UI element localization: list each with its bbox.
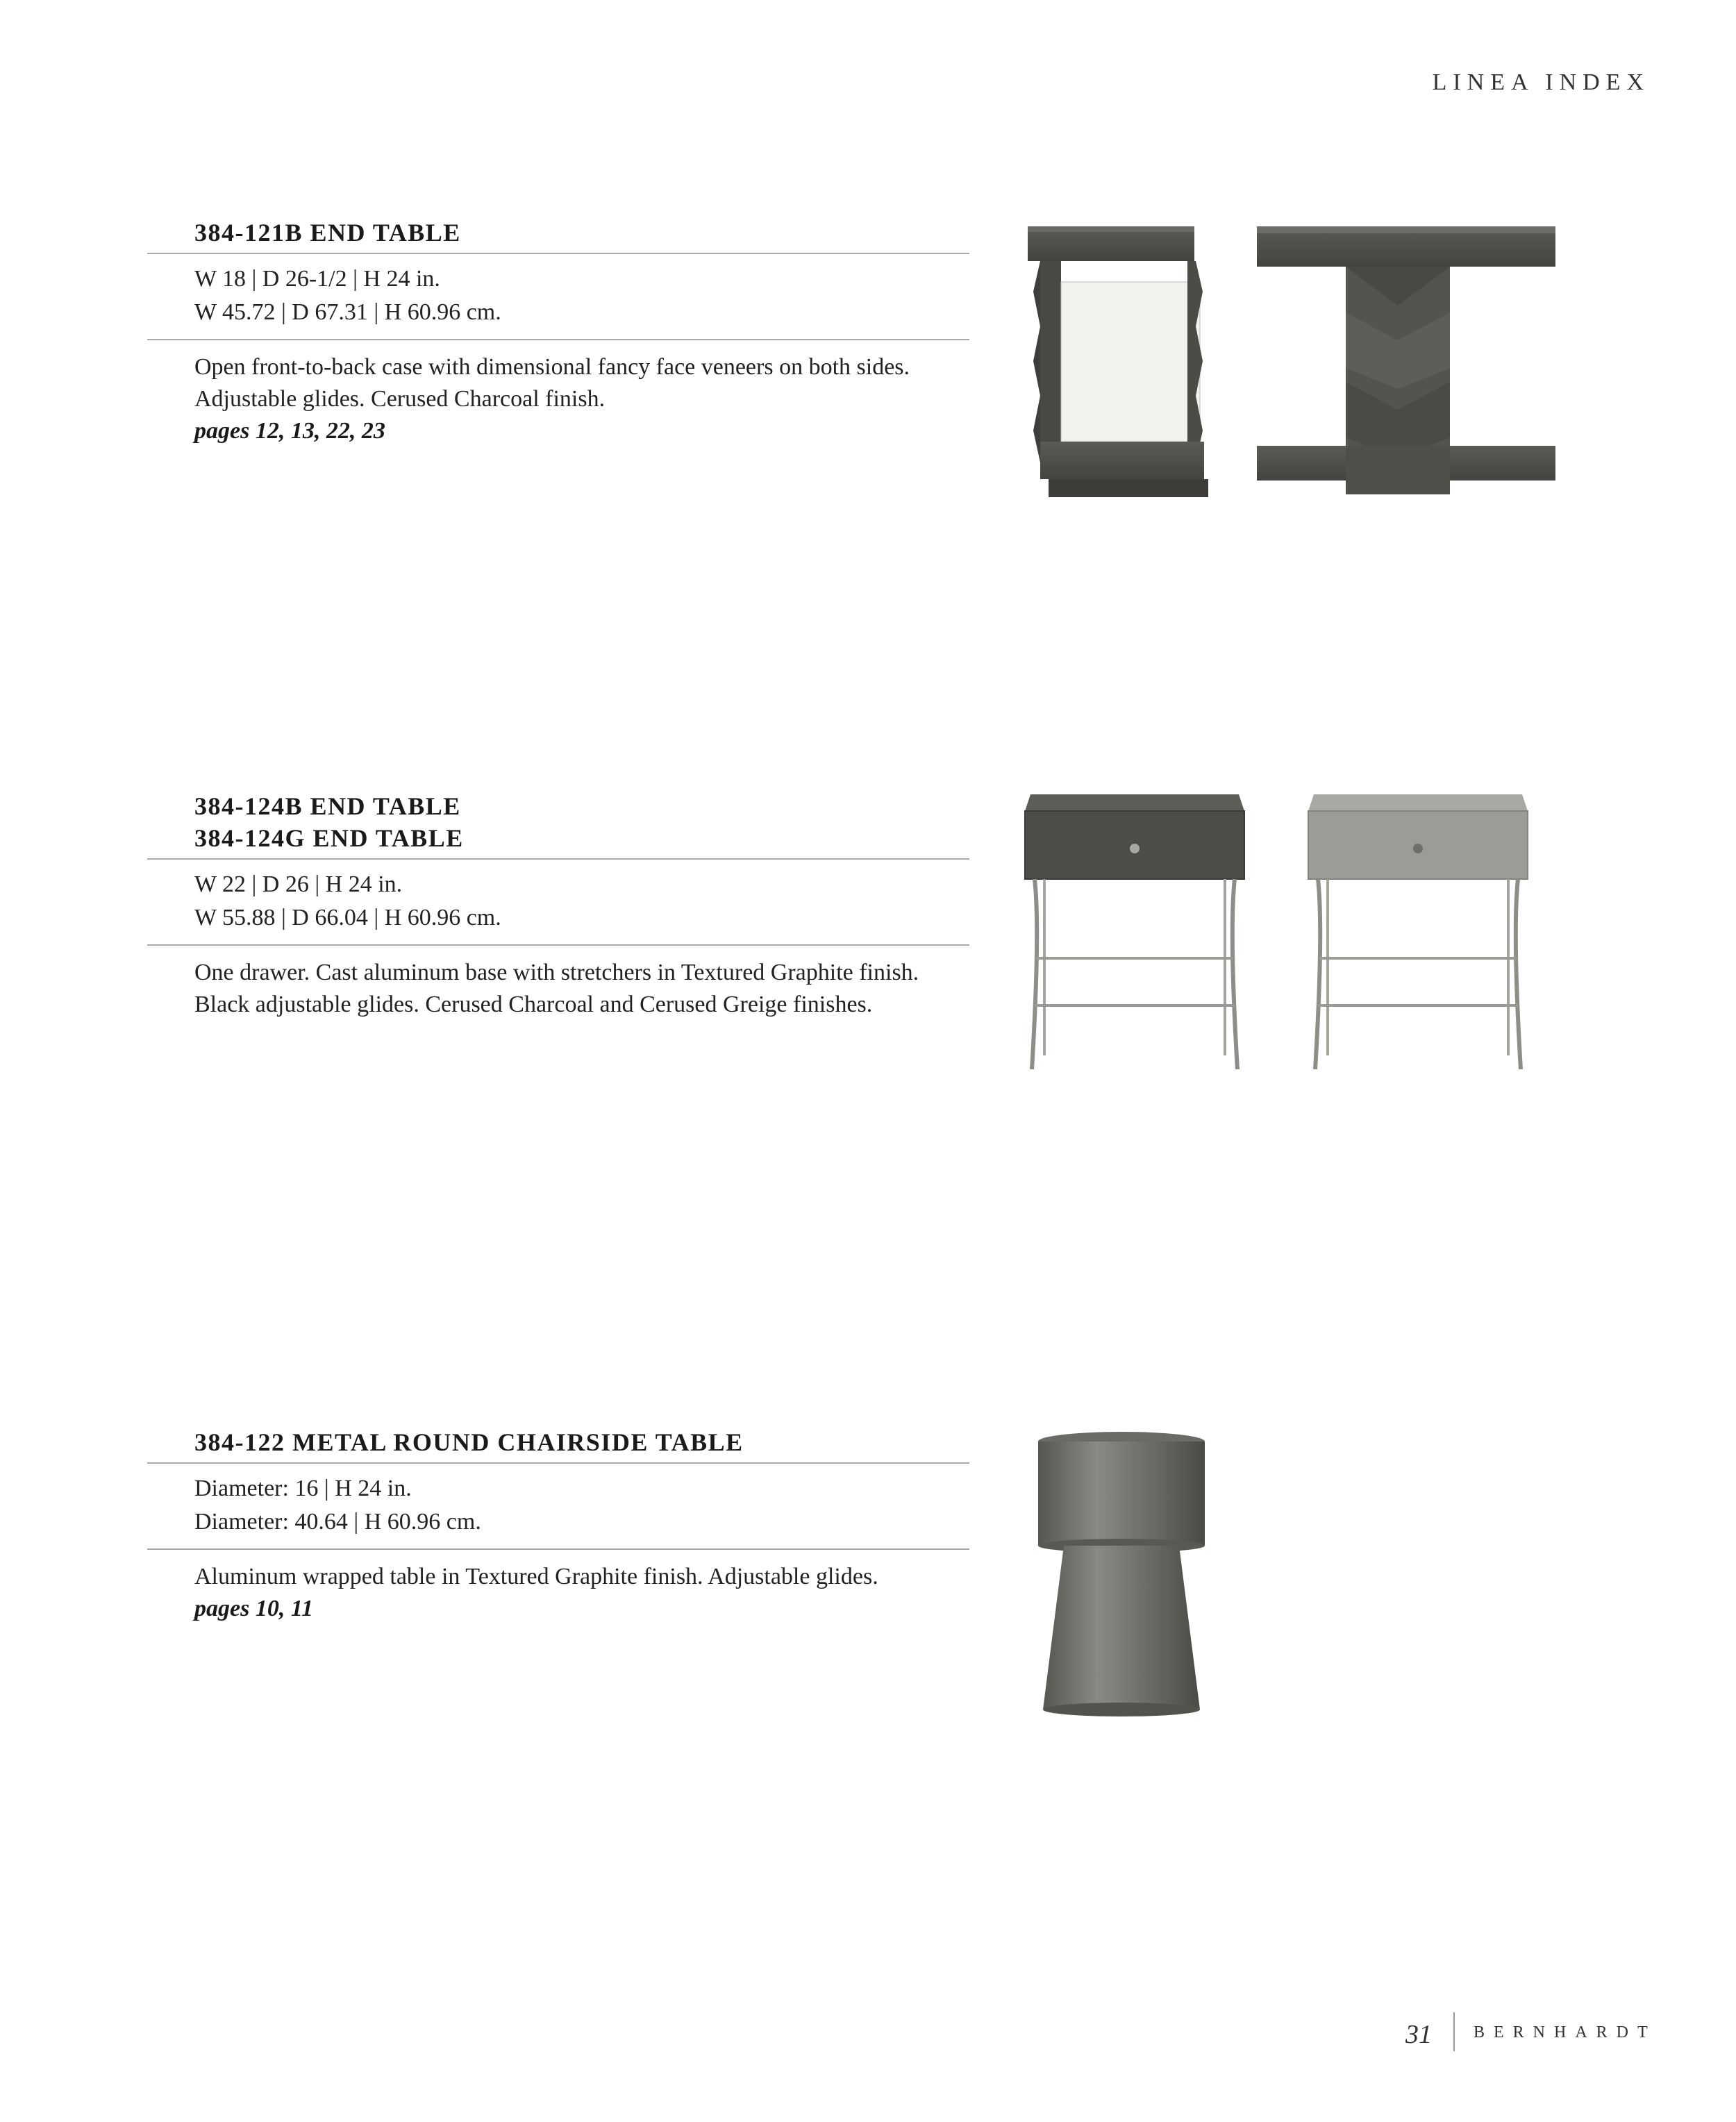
product-titles [147,1426,969,1462]
product-title: 384-124G END TABLE [194,824,464,852]
product-384-124 [147,790,969,1021]
product-title: 384-122 METAL ROUND CHAIRSIDE TABLE [194,1428,744,1456]
dimensions-inches: Diameter: 16 | H 24 in. [194,1476,412,1501]
section-title: LINEA INDEX [1432,69,1650,95]
product-photo-chairside-table-122 [1028,1429,1215,1721]
dimensions-inches: W 22 | D 26 | H 24 in. [194,871,403,897]
page-number: 31 [1405,2020,1432,2049]
dimensions-cm: W 55.88 | D 66.04 | H 60.96 cm. [194,905,501,930]
product-titles [147,790,969,858]
page-references: pages 12, 13, 22, 23 [194,418,385,444]
description-line: Open front-to-back case with dimensional fancy face veneers on both sides. [194,354,910,380]
product-title: 384-124B END TABLE [194,792,461,820]
product-384-121b [147,217,969,447]
product-dimensions [147,254,969,339]
description-line: One drawer. Cast aluminum base with stretchers in Textured Graphite finish. [194,960,919,985]
dimensions-inches: W 18 | D 26-1/2 | H 24 in. [194,266,440,292]
description-line: Black adjustable glides. Cerused Charcoal and Cerused Greige finishes. [194,992,873,1017]
product-photo-end-table-124 [1014,792,1549,1076]
footer-divider [1453,2012,1455,2051]
side-view [1028,226,1208,497]
page-references: pages 10, 11 [194,1596,313,1621]
end-table-charcoal [1025,794,1244,1069]
end-table-greige [1308,794,1528,1069]
product-description [147,1550,969,1593]
front-view [1257,226,1555,494]
brand-name: BERNHARDT [1474,2023,1657,2041]
product-description [147,946,969,1021]
product-titles [147,217,969,253]
product-384-122 [147,1426,969,1625]
product-photo-end-table-121b [1014,222,1569,521]
description-line: Adjustable glides. Cerused Charcoal finish. [194,386,606,412]
dimensions-cm: W 45.72 | D 67.31 | H 60.96 cm. [194,299,501,325]
dimensions-cm: Diameter: 40.64 | H 60.96 cm. [194,1509,481,1535]
product-description [147,340,969,415]
product-title: 384-121B END TABLE [194,219,461,247]
product-dimensions [147,1464,969,1548]
product-dimensions [147,860,969,944]
description-line: Aluminum wrapped table in Textured Graphite finish. Adjustable glides. [194,1564,878,1589]
